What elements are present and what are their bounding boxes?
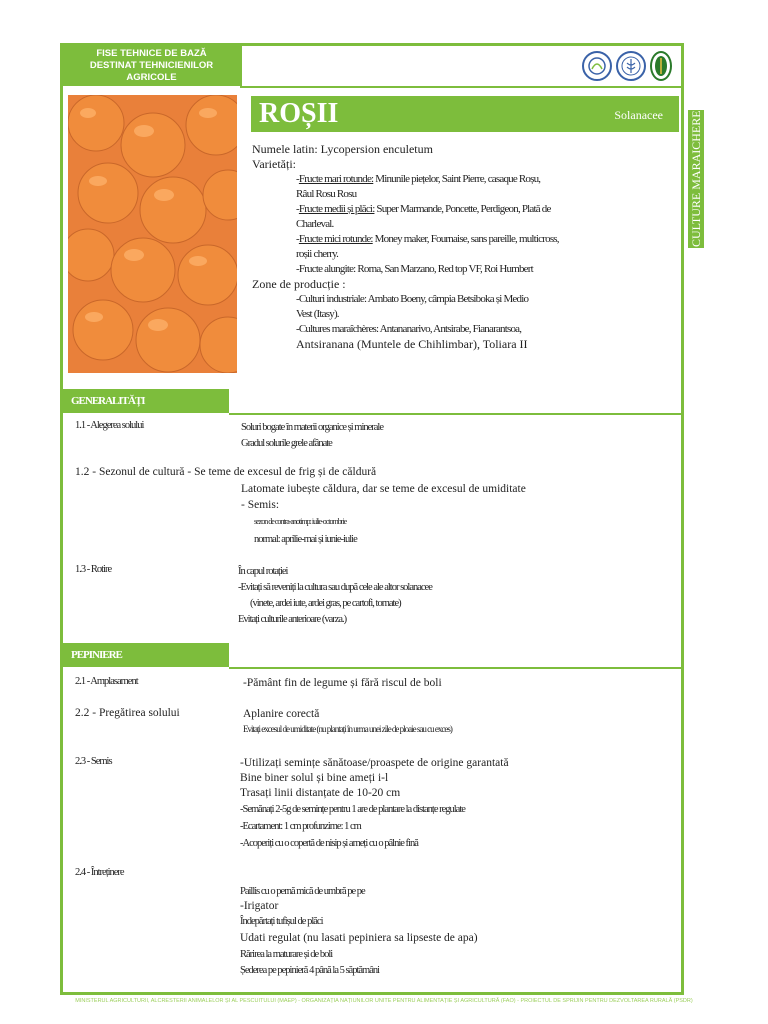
row-sowing-line-2: Bine biner solul și bine ameți i-l bbox=[240, 772, 389, 784]
row-season-label: 1.2 - Sezonul de cultură - Se teme de excesul de frig și de căldură bbox=[75, 466, 377, 478]
row-rotation-label: 1.3 - Rotire bbox=[75, 564, 112, 575]
row-rotation-line-1: În capul rotației bbox=[238, 566, 288, 577]
row-season-line-2: - Semis: bbox=[241, 499, 280, 511]
row-season-line-4: normal: aprilie-mai și iunie-iulie bbox=[254, 534, 357, 545]
footer-credits: MINISTERUL AGRICULTURII, ALCRESTERII ANIMALELOR ȘI AL PESCUITULUI (MAEP) - ORGANIZAȚIA NAȚIUNILOR UNITE PENTRU ALIMENTAȚIE ȘI AGRICULTURĂ (FAO) - PROIECTUL DE SPRIJIN PENTRU DEZVOLTAREA RURALĂ (PSDR) bbox=[75, 998, 693, 1004]
row-season-line-3: sezon de contra-anotimp: iulie-octombrie bbox=[254, 517, 347, 526]
leaf-logo-icon bbox=[650, 51, 672, 81]
row-sowing-line-3: Trasați linii distanțate de 10-20 cm bbox=[240, 787, 401, 799]
row-rotation-line-3: (vinete, ardei iute, ardei gras, pe cartofi, tomate) bbox=[250, 598, 401, 609]
row-soilprep-label: 2.2 - Pregătirea solului bbox=[75, 707, 180, 719]
variety-2: -Fructe medii și plăci: Super Marmande, Poncette, Perdigeon, Plată de bbox=[296, 203, 551, 215]
header-divider bbox=[240, 46, 242, 88]
row-sowing-line-6: -Acoperiți cu o copertă de nisip și ameți cu o pâlnie fină bbox=[240, 838, 418, 849]
variety-1: -Fructe mari rotunde: Minunile piețelor, Saint Pierre, casaque Roșu, bbox=[296, 173, 541, 185]
row-maintenance-line-4: Udati regulat (nu lasati pepiniera sa lipseste de apa) bbox=[240, 932, 478, 944]
zones-label: Zone de producție : bbox=[252, 277, 346, 291]
row-season-line-1: Latomate iubește căldura, dar se teme de excesul de umiditate bbox=[241, 483, 526, 495]
row-maintenance-label: 2.4 - Întreținere bbox=[75, 867, 124, 878]
row-maintenance-line-6: Șederea pe pepinieră 4 până la 5 săptămâni bbox=[240, 965, 380, 976]
row-soilprep-line-2: Evitați excesul de umiditate (nu plantați în urma unei zile de ploaie sau cu exces) bbox=[243, 724, 452, 734]
latin-name: Numele latin: Lycopersion enculetum bbox=[252, 142, 433, 156]
zone-1: -Culturi industriale: Ambato Boeny, câmpia Betsiboka și Medio bbox=[296, 293, 529, 305]
zone-1-cont: Vest (Itasy). bbox=[296, 308, 339, 320]
header-rule bbox=[240, 86, 681, 88]
section-nursery-title: PEPINIERE bbox=[63, 643, 229, 667]
variety-4: -Fructe alungite: Roma, San Marzano, Red top VF, Roi Humbert bbox=[296, 263, 533, 275]
zone-2: -Cultures maraîchères: Antananarivo, Antsirabe, Fianarantsoa, bbox=[296, 323, 522, 335]
variety-2-cont: Charleval. bbox=[296, 218, 334, 230]
tomato-photo bbox=[68, 95, 237, 373]
zone-2-cont: Antsiranana (Muntele de Chihlimbar), Toliara II bbox=[296, 337, 528, 351]
plant-info bbox=[252, 142, 672, 352]
plant-family: Solanacee bbox=[614, 108, 663, 122]
section-generalities-rule bbox=[229, 413, 681, 415]
row-rotation-line-2: -Evitați să reveniți la cultura sau după cele ale altor solanacee bbox=[238, 582, 432, 593]
document-header bbox=[63, 46, 240, 86]
section-generalities-title: GENERALITĂȚI bbox=[63, 389, 229, 413]
row-maintenance-line-1: Paillis cu o pernă mică de umbră pe pe bbox=[240, 886, 365, 897]
row-maintenance-line-3: Îndepărtați tufișul de plăci bbox=[240, 916, 323, 927]
variety-3: -Fructe mici rotunde: Money maker, Fournaise, sans pareille, multicross, bbox=[296, 233, 559, 245]
header-line-2: DESTINAT TEHNICIENILOR bbox=[89, 60, 214, 71]
partner-logos bbox=[582, 51, 672, 83]
variety-3-cont: roșii cherry. bbox=[296, 248, 339, 260]
varieties-label: Varietăți: bbox=[252, 157, 296, 171]
row-sowing-line-4: -Semănați 2-5g de semințe pentru 1 are de plantare la distanțe regulate bbox=[240, 804, 465, 815]
row-soilprep-line-1: Aplanire corectă bbox=[243, 708, 320, 720]
header-line-1: FISE TEHNICE DE BAZĂ bbox=[96, 48, 207, 59]
row-sowing-line-5: -Ecartament: 1 cm profunzime: 1 cm bbox=[240, 821, 361, 832]
row-maintenance-line-2: -Irigator bbox=[240, 900, 279, 912]
page-title: ROȘII bbox=[259, 98, 339, 129]
row-maintenance-line-5: Rărirea la maturare și de boli bbox=[240, 949, 333, 960]
row-soil-line-1: Soluri bogate în materii organice și minerale bbox=[241, 422, 384, 433]
header-line-3: AGRICOLE bbox=[126, 72, 177, 83]
section-nursery-rule bbox=[229, 667, 681, 669]
madr-logo-icon bbox=[582, 51, 612, 81]
row-sowing-line-1: -Utilizați semințe sănătoase/proaspete de origine garantată bbox=[240, 757, 509, 769]
row-sowing-label: 2.3 - Semis bbox=[75, 756, 112, 767]
row-soil-line-2: Gradul solurile grele afânate bbox=[241, 438, 332, 449]
row-location-label: 2.1 - Amplasament bbox=[75, 676, 138, 687]
fao-logo-icon bbox=[616, 51, 646, 81]
row-soil-label: 1.1 - Alegerea solului bbox=[75, 420, 144, 431]
variety-1-cont: Râul Rosu Rosu bbox=[296, 188, 357, 200]
title-bar bbox=[251, 96, 679, 132]
side-tab-label: CULTURE MARAICHERE bbox=[689, 110, 703, 248]
row-location-line-1: -Pământ fin de legume și fără riscul de boli bbox=[243, 677, 442, 689]
row-rotation-line-4: Evitați culturile anterioare (varza.) bbox=[238, 614, 347, 625]
